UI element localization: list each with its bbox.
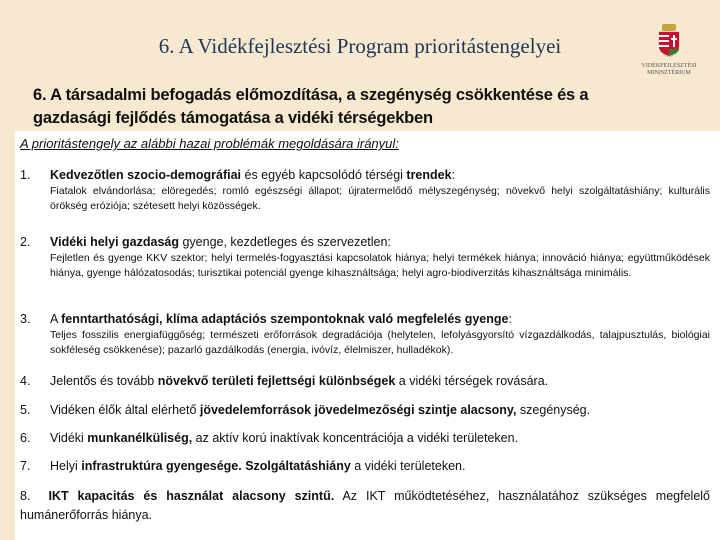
item-text-b1: Vidéki helyi gazdaság — [50, 235, 179, 249]
item-description: Fejletlen és gyenge KKV szektor; helyi termelés-fogyasztási kapcsolatok hiánya; helyi termékek hiánya; innováció hiánya; együttműködések hiánya, gyenge hálózatosodás; turisztikai potenciál gyenge kihasználtsága; helyi agro-biodiverzitás kihasználtsága minimális. — [50, 252, 710, 279]
item-text-t1: és egyéb kapcsolódó térségi — [241, 168, 407, 182]
item-text-t2: a vidéki térségek rovására. — [395, 374, 549, 388]
item-text-b2: munkanélküliség, — [87, 431, 193, 445]
ministry-logo — [634, 22, 704, 77]
list-item — [20, 459, 465, 473]
item-text-b1: Kedvezőtlen szocio-demográfiai — [50, 168, 242, 182]
item-text-t2: az aktív korú inaktívak koncentrációja a vidéki területeken. — [192, 431, 519, 445]
item-number: 4. — [20, 374, 31, 388]
item-text-t1: Az IKT működtetéséhez, használatához szükséges megfelelő humánerőforrás hiánya. — [20, 489, 711, 522]
item-text-b2: jövedelemforrások jövedelmezőségi szintje alacsony, — [199, 403, 517, 417]
item-number: 1. — [20, 168, 31, 182]
item-text-t2: a vidéki területeken. — [350, 459, 466, 473]
item-number: 6. — [20, 431, 31, 445]
item-text-b2: növekvő területi fejlettségi különbségek — [157, 374, 396, 388]
item-description: Fiatalok elvándorlása; elöregedés; romló egészségi állapot; újratermelődő mélyszegénység; növekvő helyi szolgáltatáshiány; kulturális örökség eróziója; szétesett helyi közösségek. — [50, 185, 710, 212]
item-text-t2: : — [508, 312, 512, 326]
item-number: 8. — [20, 489, 31, 503]
content-box — [15, 131, 720, 540]
list-item — [20, 235, 710, 281]
item-text-t2: : — [451, 168, 456, 182]
list-item — [20, 403, 590, 417]
item-text-t1: Vidéki — [50, 431, 88, 445]
item-description: Teljes fosszilis energiafüggőség; természeti erőforrások degradációja (helytelen, lefolyásgyorsító vízgazdálkodás, talajpusztulás, biológiai sokféleség csökkenése); pazarló gazdálkodás (energia, ivóvíz, élelmiszer, hulladékok). — [50, 329, 710, 356]
section-subtitle — [33, 84, 588, 130]
list-item — [20, 374, 548, 388]
item-text-t2: szegénység. — [516, 403, 591, 417]
item-text-b2: fenntarthatósági, klíma adaptációs szempontoknak való megfelelés gyenge — [61, 312, 509, 326]
item-text-b1: IKT kapacitás és használat alacsony szintű. — [48, 489, 335, 503]
intro-text: A prioritástengely az alábbi hazai problémák megoldására irányul: — [20, 136, 399, 151]
subtitle-line-1: 6. A társadalmi befogadás előmozdítása, a szegénység csökkentése és a — [33, 86, 589, 104]
item-text-t1: Jelentős és tovább — [50, 374, 158, 388]
item-number: 7. — [20, 459, 31, 473]
subtitle-line-2: gazdasági fejlődés támogatása a vidéki térségekben — [33, 109, 433, 127]
item-number: 3. — [20, 312, 31, 326]
coat-of-arms-icon — [656, 22, 682, 58]
list-item — [20, 168, 710, 214]
item-text-t1: gyenge, kezdetleges és szervezetlen: — [179, 235, 391, 249]
logo-text-line1: VIDÉKFEJLESZTÉSI — [641, 63, 697, 69]
list-item — [20, 312, 710, 358]
item-number: 2. — [20, 235, 31, 249]
item-text-t1: Vidéken élők által elérhető — [50, 403, 200, 417]
item-text-t1: Helyi — [50, 459, 82, 473]
list-item — [20, 487, 710, 525]
item-text-t1: A — [50, 312, 62, 326]
item-text-b2: infrastruktúra gyengesége. Szolgáltatáshiány — [81, 459, 351, 473]
list-item — [20, 431, 518, 445]
item-number: 5. — [20, 403, 31, 417]
logo-text-line2: MINISZTÉRIUM — [647, 70, 691, 76]
page-title: 6. A Vidékfejlesztési Program prioritástengelyei — [158, 34, 562, 58]
item-text-b2: trendek — [406, 168, 452, 182]
